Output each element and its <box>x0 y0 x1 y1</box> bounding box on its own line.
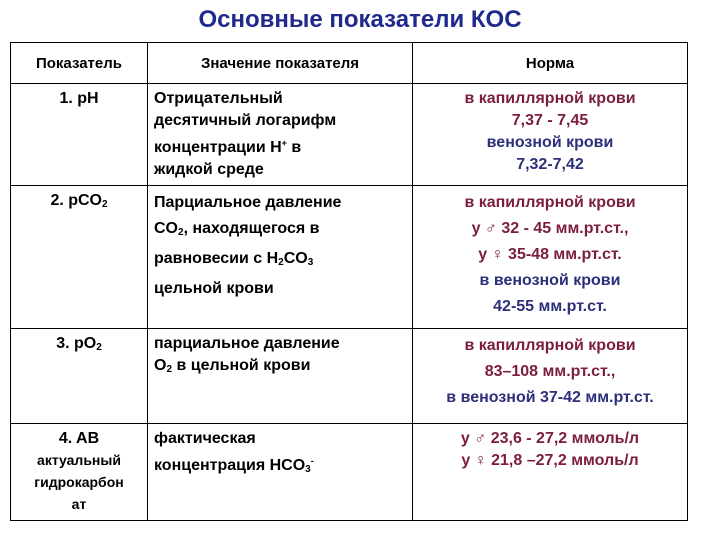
table-row <box>11 424 688 521</box>
norm-text: 7,32-7,42 <box>516 156 584 173</box>
table-row <box>11 84 688 186</box>
desc-text: в цельной крови <box>172 357 311 374</box>
desc-superscript: - <box>310 456 314 466</box>
norm-cell <box>413 329 688 424</box>
norm-text: у ♂ 32 - 45 мм.рт.ст., <box>471 220 629 237</box>
value-cell <box>148 329 413 424</box>
desc-text: парциальное давление <box>154 335 340 352</box>
norm-text: венозной крови <box>486 134 614 151</box>
norm-cell <box>413 84 688 186</box>
indicator-note: гидрокарбон <box>34 474 124 490</box>
norm-cell <box>413 424 688 521</box>
norm-text: 42-55 мм.рт.ст. <box>493 298 607 315</box>
desc-text: CO <box>154 220 178 237</box>
norm-text: в венозной крови <box>479 272 621 289</box>
norm-text: в венозной 37-42 мм.рт.ст. <box>446 389 654 406</box>
desc-text: Парциальное давление <box>154 194 342 211</box>
header-value: Значение показателя <box>148 43 413 84</box>
desc-text: десятичный логарифм <box>154 112 337 129</box>
desc-subscript: 2 <box>178 227 184 238</box>
desc-text: концентрации Н <box>154 139 282 156</box>
norm-text: в капиллярной крови <box>464 194 636 211</box>
header-indicator: Показатель <box>11 43 148 84</box>
indicator-cell <box>11 329 148 424</box>
indicator-name: 3. pO <box>56 335 97 352</box>
desc-subscript: 3 <box>305 464 311 475</box>
table-row <box>11 329 688 424</box>
desc-text: O <box>154 357 167 374</box>
indicator-name: 1. pH <box>59 90 99 107</box>
norm-text: у ♀ 21,8 –27,2 ммоль/л <box>461 452 639 469</box>
norm-text: в капиллярной крови <box>464 90 636 107</box>
header-norm: Норма <box>413 43 688 84</box>
table-row <box>11 186 688 329</box>
indicator-subscript: 2 <box>96 342 102 353</box>
page-title: Основные показатели КОС <box>198 6 522 33</box>
norm-text: у ♀ 35-48 мм.рт.ст. <box>478 246 622 263</box>
desc-text: Отрицательный <box>154 90 283 107</box>
indicator-subscript: 2 <box>102 199 108 210</box>
indicator-cell <box>11 424 148 521</box>
indicator-name: 4. AB <box>58 430 100 447</box>
indicator-cell <box>11 84 148 186</box>
indicator-note: ат <box>71 496 87 512</box>
indicator-name: 2. pCO <box>50 192 102 209</box>
indicator-cell <box>11 186 148 329</box>
desc-text: , находящегося в <box>183 220 320 237</box>
desc-text: жидкой среде <box>154 161 264 178</box>
indicators-table <box>10 42 688 521</box>
table-header-row <box>11 43 688 84</box>
norm-text: у ♂ 23,6 - 27,2 ммоль/л <box>460 430 640 447</box>
desc-text: цельной крови <box>154 280 274 297</box>
value-cell <box>148 84 413 186</box>
norm-cell <box>413 186 688 329</box>
value-cell <box>148 186 413 329</box>
desc-text: в <box>286 139 302 156</box>
desc-subscript: 2 <box>278 257 284 268</box>
desc-text: CO <box>283 250 308 267</box>
norm-text: 83–108 мм.рт.ст., <box>484 363 616 380</box>
desc-text: фактическая <box>154 430 256 447</box>
norm-text: 7,37 - 7,45 <box>511 112 589 129</box>
value-cell <box>148 424 413 521</box>
desc-text: равновесии с H <box>154 250 279 267</box>
desc-subscript: 3 <box>307 257 314 268</box>
desc-text: концентрация HCO <box>154 457 306 474</box>
indicator-note: актуальный <box>37 452 121 468</box>
desc-subscript: 2 <box>166 364 173 375</box>
norm-text: в капиллярной крови <box>464 337 636 354</box>
desc-superscript: + <box>281 138 287 148</box>
